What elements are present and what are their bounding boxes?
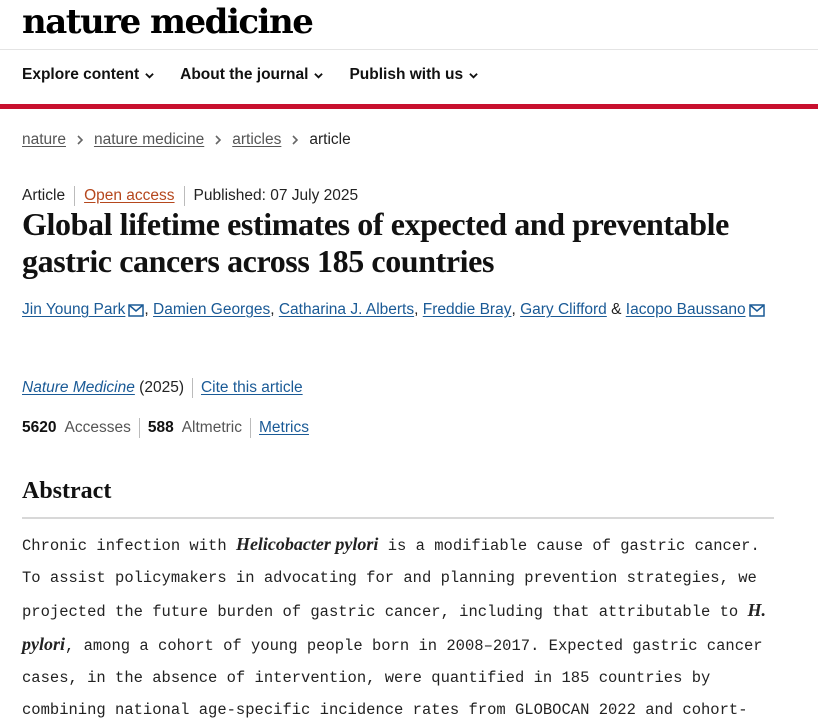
breadcrumb [22, 131, 351, 149]
accesses-count: 5620 [22, 419, 57, 436]
chevron-down-icon [145, 71, 154, 80]
nav-label: Publish with us [349, 66, 464, 83]
chevron-right-icon [214, 135, 222, 145]
nav-label: About the journal [180, 66, 309, 83]
journal-link[interactable]: Nature Medicine [22, 379, 135, 396]
author-link[interactable]: Jin Young Park [22, 301, 126, 318]
chevron-down-icon [469, 71, 478, 80]
nav-publish-with-us[interactable] [349, 66, 478, 84]
published-date: Published: 07 July 2025 [193, 187, 359, 204]
meta-divider [74, 186, 75, 206]
main-nav [22, 66, 478, 84]
article-title: Global lifetime estimates of expected and preventable gastric cancers across 185 countries [22, 206, 729, 279]
author-link[interactable]: Catharina J. Alberts [278, 301, 415, 318]
abstract-text: Chronic infection with [22, 537, 236, 555]
mail-icon[interactable] [128, 304, 144, 317]
chevron-right-icon [291, 135, 299, 145]
altmetric-score: 588 [147, 419, 174, 436]
cite-this-article-link[interactable]: Cite this article [200, 379, 303, 396]
article-meta [22, 186, 358, 206]
abstract-text: , among a cohort of young people born in 2008–2017. Expected gastric cancer cases, in the absence of intervention, were quantified in 185 countries by combining national age-specific incidence rates from GLOBOCAN 2022 and cohort- [22, 637, 763, 718]
author-link[interactable]: Damien Georges [153, 301, 271, 318]
citation-line [22, 378, 303, 398]
chevron-down-icon [314, 71, 323, 80]
open-access-link[interactable]: Open access [84, 187, 175, 204]
author-separator: , [414, 301, 419, 318]
article-metrics [22, 418, 309, 438]
breadcrumb-articles[interactable]: articles [232, 131, 282, 148]
metrics-link[interactable]: Metrics [259, 419, 309, 436]
author-link[interactable]: Iacopo Baussano [625, 301, 746, 318]
abstract-divider [22, 517, 774, 519]
altmetric-label: Altmetric [181, 419, 242, 436]
author-separator: , [270, 301, 275, 318]
citation-year: (2025) [139, 379, 184, 396]
abstract-text: is a modifiable cause of gastric cancer. To assist policymakers in advocating for and planning prevention strategies, we projected the future burden of gastric cancer, including that attributable to [22, 537, 760, 621]
abstract-body [22, 528, 782, 718]
species-name: Helicobacter pylori [235, 534, 379, 554]
nav-explore-content[interactable] [22, 66, 154, 84]
article-type: Article [22, 187, 66, 204]
author-separator: , [511, 301, 516, 318]
metrics-divider [139, 418, 140, 438]
site-logo[interactable]: nature medicine [22, 2, 313, 42]
meta-divider [184, 186, 185, 206]
breadcrumb-nature-medicine[interactable]: nature medicine [93, 131, 205, 148]
author-list [22, 301, 765, 319]
nav-about-journal[interactable] [180, 66, 323, 84]
metrics-divider [250, 418, 251, 438]
chevron-right-icon [76, 135, 84, 145]
brand-bar [0, 104, 818, 109]
author-separator: & [611, 301, 622, 318]
breadcrumb-nature[interactable]: nature [22, 131, 66, 148]
author-separator: , [144, 301, 149, 318]
header-divider [0, 49, 818, 50]
author-link[interactable]: Gary Clifford [520, 301, 607, 318]
accesses-label: Accesses [64, 419, 131, 436]
mail-icon[interactable] [749, 304, 765, 317]
abstract-heading: Abstract [22, 478, 112, 504]
citation-divider [192, 378, 193, 398]
species-name: H. pylori [22, 600, 767, 654]
nav-label: Explore content [22, 66, 140, 83]
breadcrumb-current: article [309, 131, 351, 148]
author-link[interactable]: Freddie Bray [422, 301, 512, 318]
